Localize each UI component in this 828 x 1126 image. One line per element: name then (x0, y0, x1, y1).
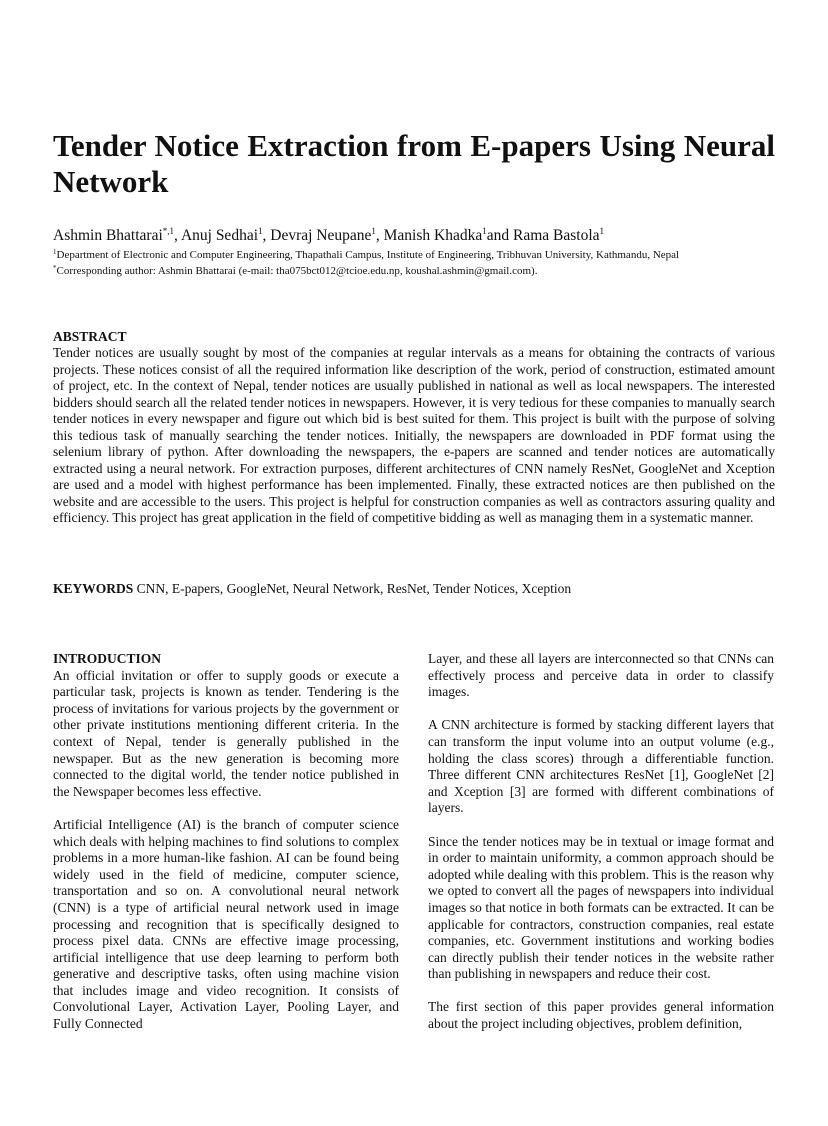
left-column (53, 651, 399, 1033)
corresponding-text: Corresponding author: Ashmin Bhattarai (e-mail: tha075bct012@tcioe.edu.np, koushal.ashmin@gmail.com). (56, 265, 538, 277)
author-name: Anuj Sedhai (180, 227, 258, 244)
author-separator: , (174, 227, 181, 244)
body-paragraph: A CNN architecture is formed by stacking different layers that can transform the input volume into an output volume (e.g., holding the class scores) through a differentiable function. Three different CNN architectures ResNet [1], GoogleNet [2] and Xception [3] are formed with different combinations of layers. (428, 717, 774, 816)
body-paragraph: The first section of this paper provides general information about the project including objectives, problem definition, (428, 999, 774, 1032)
corresponding-author-line (53, 261, 793, 279)
keywords-label: KEYWORDS (53, 581, 134, 596)
affiliation-mark: 1 (53, 248, 57, 256)
corresponding-mark: * (53, 264, 57, 272)
affiliation-text: Department of Electronic and Computer Engineering, Thapathali Campus, Institute of Engineering, Tribhuvan University, Kathmandu, Nepal (56, 249, 680, 261)
author-name: Rama Bastola (512, 227, 600, 244)
author-separator: , (262, 227, 271, 244)
author-separator: and (486, 227, 513, 244)
body-paragraph: An official invitation or offer to supply goods or execute a particular task, projects is known as tender. Tendering is the process of invitations for various projects by the government or other private institutions mentioning different criteria. In the context of Nepal, tender is generally published in the newspaper. But as the new generation is becoming more connected to the digital world, the tender notice published in the Newspaper becomes less effective. (53, 667, 399, 799)
abstract-text: Tender notices are usually sought by most of the companies at regular intervals as a means for obtaining the contracts of various projects. These notices consist of all the required information like description of the work, period of construction, estimated amount of project, etc. In the context of Nepal, tender notices are usually published in national as well as local newspapers. The interested bidders should search all the related tender notices in newspapers. However, it is very tedious for these companies to manually search tender notices in every newspaper and figure out which bid is best suited for them. This project is built with the purpose of solving this tedious task of manually searching the tender notices. Initially, the newspapers are downloaded in PDF format using the selenium library of python. After downloading the newspapers, the e-papers are scanned and tender notices are automatically extracted using a neural network. For extraction purposes, different architectures of CNN namely ResNet, GoogleNet and Xception are used and a model with highest performance has been implemented. Finally, these extracted notices are then published on the website and are accessible to the users. This project is helpful for construction companies as well as contractors assuring quality and efficiency. This project has great application in the field of competitive bidding as well as managing them in a systematic manner. (53, 345, 775, 525)
keywords-line (53, 581, 775, 598)
author-name: Ashmin Bhattarai (53, 227, 163, 244)
body-paragraph: Layer, and these all layers are interconnected so that CNNs can effectively process and perceive data in order to classify images. (428, 651, 774, 700)
author-affil-mark: 1 (258, 226, 263, 236)
section-heading-introduction: INTRODUCTION (53, 651, 162, 666)
body-paragraph: Since the tender notices may be in textual or image format and in order to maintain uniformity, a common approach should be adopted while dealing with this problem. This is the reason why we opted to convert all the pages of newspapers into individual images so that notice in both formats can be extracted. It can be applicable for contractors, construction companies, real estate companies, etc. Government institutions and working bodies can directly publish their tender notices in the website rather than publishing in newspapers and reduce their cost. (428, 833, 774, 982)
paper-title: Tender Notice Extraction from E-papers Using Neural Network (53, 128, 775, 199)
author-name: Devraj Neupane (270, 227, 372, 244)
author-name: Manish Khadka (383, 227, 483, 244)
abstract-heading: ABSTRACT (53, 329, 127, 344)
author-affil-mark: *,1 (162, 226, 175, 236)
right-column (428, 651, 774, 1033)
author-affil-mark: 1 (482, 226, 487, 236)
author-separator: , (375, 227, 384, 244)
author-affil-mark: 1 (371, 226, 376, 236)
author-list (53, 221, 775, 246)
body-paragraph: Artificial Intelligence (AI) is the branch of computer science which deals with helping machines to find solutions to complex problems in a more human-like fashion. AI can be found being widely used in the field of medicine, computer science, transportation and so on. A convolutional neural network (CNN) is a type of artificial neural network used in image processing and recognition that is specifically designed to process pixel data. CNNs are effective image processing, artificial intelligence that use deep learning to perform both generative and descriptive tasks, often using machine vision that includes image and video recognition. It consists of Convolutional Layer, Activation Layer, Pooling Layer, and Fully Connected (53, 816, 399, 1032)
keywords-text: CNN, E-papers, GoogleNet, Neural Network, ResNet, Tender Notices, Xception (133, 581, 572, 596)
author-affil-mark: 1 (599, 226, 605, 236)
